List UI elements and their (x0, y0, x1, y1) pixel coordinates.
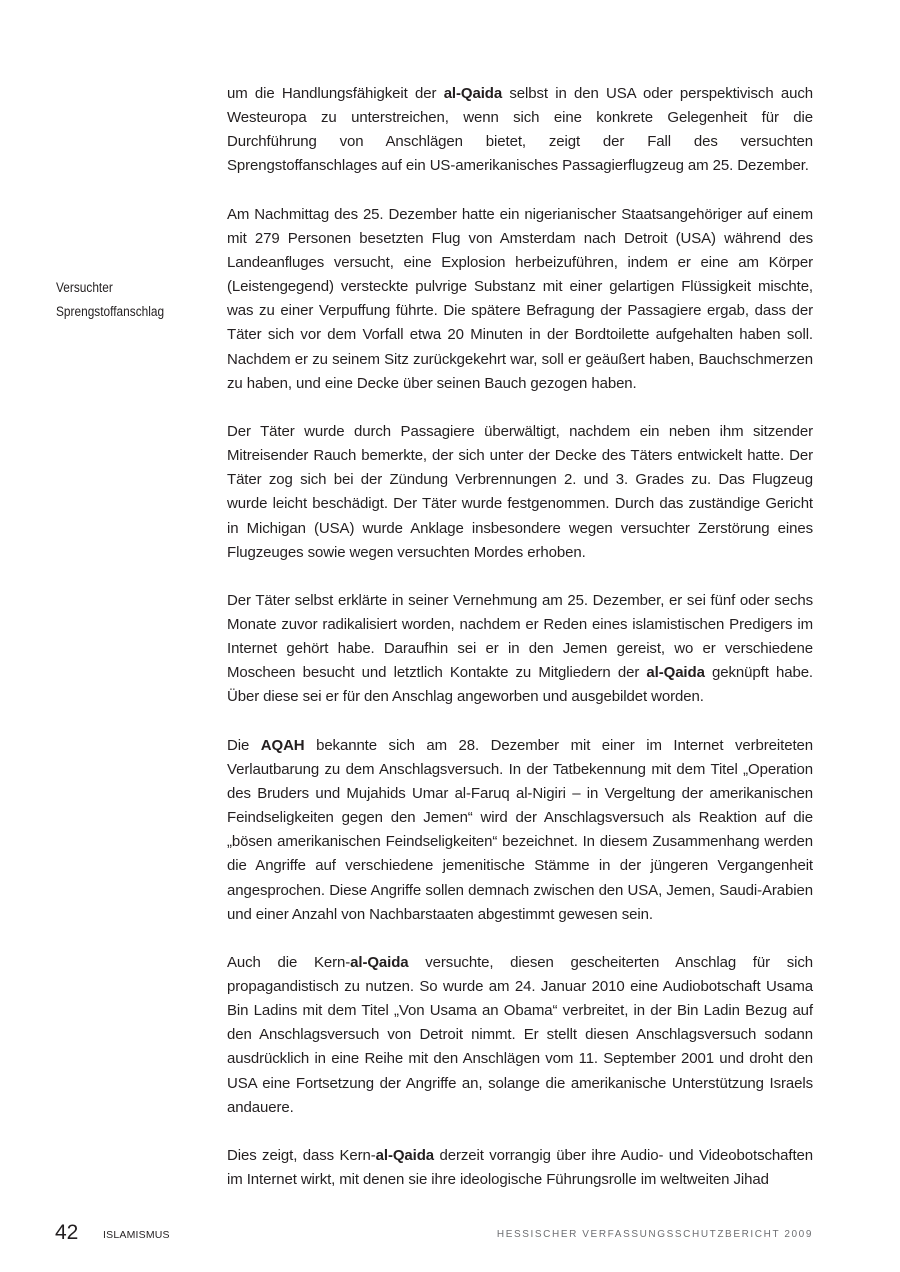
text-run-bold: al-Qaida (646, 664, 705, 682)
text-run: selbst in den USA oder perspektivisch auch Westeuropa zu unterstreichen, wenn sich eine konkrete Gelegenheit für die Durchführung von Anschlägen bietet, zeigt der Fall des versuchten Sprengstoffanschlages auf ein US-amerikanisches Passagierflugzeug am 25. Dezember. (227, 85, 813, 175)
text-run: Die (227, 736, 261, 754)
paragraph (227, 951, 813, 1120)
text-run: bekannte sich am 28. Dezember mit einer im Internet verbreiteten Verlautbarung zu dem Anschlagsversuch. In der Tatbekennung mit dem Titel „Operation des Bruders und Mujahids Umar al-Faruq al-Nigiri – in Vergeltung der amerikanischen Feindseligkeiten gegen den Jemen“ wird der Anschlagsversuch als Reaktion auf die „bösen amerikanischen Feindseligkeiten“ bezeichnet. In diesem Zusammenhang werden die Angriffe auf verschiedene jemenitische Stämme in der jüngeren Vergangenheit angesprochen. Diese Angriffe sollen demnach zwischen den USA, Jemen, Saudi-Arabien und einer Anzahl von Nachbarstaaten abgestimmt gewesen sein. (227, 736, 813, 923)
paragraph (227, 420, 813, 565)
page-number: 42 (55, 1221, 79, 1244)
text-run: Am Nachmittag des 25. Dezember hatte ein nigerianischer Staatsangehöriger auf einem mit 279 Personen besetzten Flug von Amsterdam nach Detroit (USA) während des Landeanfluges versucht, eine Explosion herbeizuführen, indem er eine am Körper (Leistengegend) versteckte pulvrige Substanz mit einer gelartigen Flüssigkeit mischte, was zu einer Verpuffung führte. Die spätere Befragung der Passagiere ergab, dass der Täter sich vor dem Vorfall etwa 20 Minuten in der Bordtoilette aufgehalten haben soll. Nachdem er zu seinem Sitz zurückgekehrt war, soll er geäußert haben, Bauchschmerzen zu haben, und eine Decke über seinen Bauch gezogen haben. (227, 205, 813, 392)
paragraph (227, 734, 813, 927)
text-run: Auch die Kern- (227, 953, 351, 971)
body-text (227, 82, 813, 1216)
text-run: Der Täter selbst erklärte in seiner Vernehmung am 25. Dezember, er sei fünf oder sechs Monate zuvor radikalisiert worden, nachdem er Reden eines islamistischen Predigers im Internet gehört habe. Daraufhin sei er in den Jemen gereist, wo er verschiedene Moscheen besucht und letztlich Kontakte zu Mitgliedern der (227, 591, 813, 682)
paragraph (227, 203, 813, 396)
text-run: geknüpft habe. Über diese sei er für den Anschlag angeworben und ausgebildet worden. (227, 664, 814, 706)
text-run: versuchte, diesen gescheiterten Anschlag für sich propagandistisch zu nutzen. So wurde am 24. Januar 2010 eine Audiobotschaft Usama Bin Ladins mit dem Titel „Von Usama an Obama“ verbreitet, in der Bin Ladin Bezug auf den Anschlagsversuch von Detroit nimmt. Er stellt diesen Anschlagsversuch sodann ausdrücklich in eine Reihe mit den Anschlägen vom 11. September 2001 und droht den USA eine Fortsetzung der Angriffe an, solange die amerikanische Unterstützung Israels andauere. (227, 953, 813, 1116)
paragraph (227, 1144, 813, 1192)
margin-note (56, 276, 197, 324)
text-run-bold: al-Qaida (443, 85, 503, 102)
paragraph (227, 82, 813, 179)
margin-note-line: Sprengstoffanschlag (56, 304, 165, 319)
text-run-bold: al-Qaida (350, 953, 409, 971)
section-label: ISLAMISMUS (103, 1229, 170, 1241)
text-run: Dies zeigt, dass Kern- (227, 1146, 376, 1164)
text-run: um die Handlungsfähigkeit der (227, 85, 444, 102)
margin-note-line: Versuchter (56, 280, 113, 295)
text-run-bold: al-Qaida (375, 1146, 435, 1164)
report-title: HESSISCHER VERFASSUNGSSCHUTZBERICHT 2009 (496, 1229, 813, 1240)
paragraph (227, 589, 813, 710)
text-run: Der Täter wurde durch Passagiere überwältigt, nachdem ein neben ihm sitzender Mitreisender Rauch bemerkte, der sich unter der Decke des Täters entwickelt hatte. Der Täter zog sich bei der Zündung Verbrennungen 2. und 3. Grades zu. Das Flugzeug wurde leicht beschädigt. Der Täter wurde festgenommen. Durch das zuständige Gericht in Michigan (USA) wurde Anklage insbesondere wegen versuchter Zerstörung eines Flugzeuges sowie wegen versuchten Mordes erhoben. (227, 422, 813, 561)
text-run-bold: AQAH (260, 736, 305, 754)
text-run: derzeit vorrangig über ihre Audio- und Videobotschaften im Internet wirkt, mit denen sie ihre ideologische Führungsrolle im weltweiten Jihad (227, 1146, 813, 1189)
